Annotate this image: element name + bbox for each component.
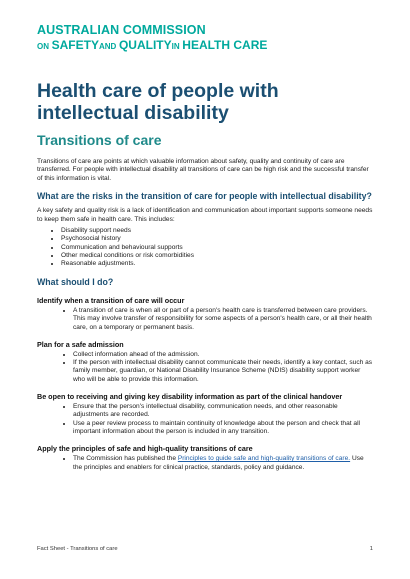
principles-link[interactable]: Principles to guide safe and high-quality transitions of care. <box>177 455 351 463</box>
list-item: • Communication and behavioural supports <box>61 244 373 252</box>
list-item: • Collect information ahead of the admission. <box>73 351 373 359</box>
plan-list <box>37 351 373 384</box>
list-item: • A transition of care is when all or part of a person's health care is transferred between care providers. This may involve transfer of responsibility for some aspects of a person's health care, or all their health care, on a temporary or permanent basis. <box>73 307 373 332</box>
identify-heading: Identify when a transition of care will occur <box>37 295 185 305</box>
list-item: • The Commission has published the Principles to guide safe and high-quality transitions of care. Use the principles and enablers for clinical practice, standards, policy and guidance. <box>73 455 373 472</box>
open-heading: Be open to receiving and giving key disability information as part of the clinical handover <box>37 392 343 402</box>
what-heading: What should I do? <box>37 277 114 288</box>
page-footer <box>37 546 373 552</box>
list-item: • Other medical conditions or risk comorbidities <box>61 252 373 260</box>
logo-line-1: AUSTRALIAN COMMISSION <box>37 23 206 37</box>
open-list <box>37 403 373 436</box>
identify-list <box>37 307 373 332</box>
list-item: • Use a peer review process to maintain continuity of knowledge about the person and check that all important information about the person is included in any transition. <box>73 420 373 437</box>
risks-heading: What are the risks in the transition of care for people with intellectual disability? <box>37 190 372 201</box>
apply-heading: Apply the principles of safe and high-quality transitions of care <box>37 444 253 454</box>
page-subtitle: Transitions of care <box>37 132 162 148</box>
main-content <box>37 80 373 472</box>
list-item: • If the person with intellectual disability cannot communicate their needs, identify a key contact, such as family member, guardian, or National Disability Insurance Scheme (NDIS) disability support worker who will be able to provide this information. <box>73 359 373 384</box>
risks-body: A key safety and quality risk is a lack of identification and communication about important supports someone needs to keep them safe in health care. This includes: <box>37 207 373 223</box>
plan-heading: Plan for a safe admission <box>37 339 124 349</box>
apply-list <box>37 455 373 472</box>
list-item: • Reasonable adjustments. <box>61 260 373 268</box>
logo-line-2: ON SAFETYAND QUALITYIN HEALTH CARE <box>37 37 268 52</box>
list-item: • Disability support needs <box>61 227 373 235</box>
page-number: 1 <box>369 546 373 552</box>
footer-title: Fact Sheet - Transitions of care <box>37 546 118 552</box>
list-item: • Ensure that the person's intellectual disability, communication needs, and other reasonable adjustments are recorded. <box>73 403 373 420</box>
risks-list <box>37 227 373 268</box>
commission-logo <box>37 24 267 51</box>
list-item: • Psychosocial history <box>61 235 373 243</box>
intro-paragraph: Transitions of care are points at which valuable information about safety, quality and continuity of care are transferred. For people with intellectual disability all transitions of care can be high risk and the successful transfer of this information is vital. <box>37 158 369 182</box>
page-title: Health care of people with intellectual disability <box>37 80 279 124</box>
